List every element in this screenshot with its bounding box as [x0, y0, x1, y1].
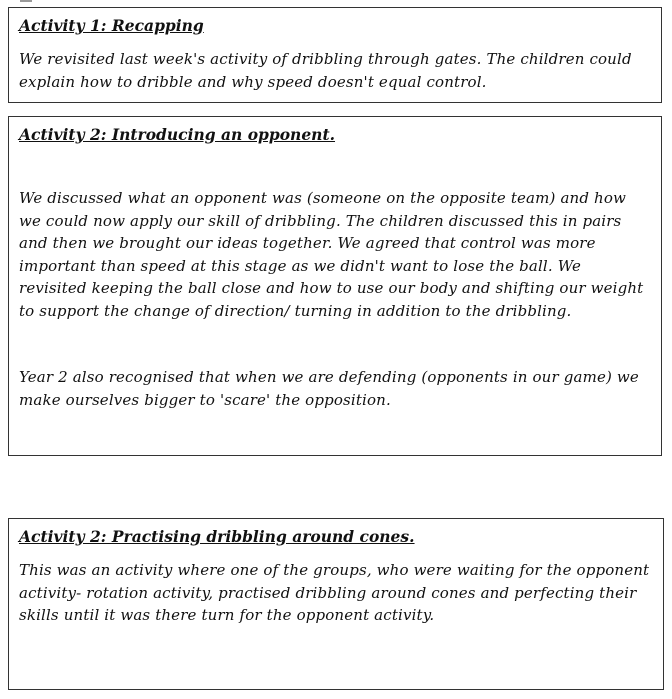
activity-1-heading: Activity 1: Recapping	[19, 16, 204, 35]
activity-3-box	[8, 518, 664, 690]
activity-2-paragraph-2: Year 2 also recognised that when we are defending (opponents in our game) we make ourselves bigger to 'scare' the opposition.	[19, 368, 639, 409]
activity-3-paragraph: This was an activity where one of the groups, who were waiting for the opponent activity- rotation activity, practised dribbling around cones and perfecting their skills until it was there turn for the opponent activity.	[19, 561, 650, 624]
activity-1-paragraph: We revisited last week's activity of dribbling through gates. The children could explain how to dribble and why speed doesn't equal control.	[19, 50, 632, 91]
activity-1-box	[8, 7, 662, 103]
activity-3-heading: Activity 2: Practising dribbling around cones.	[19, 527, 415, 546]
page-edge-mark	[20, 0, 32, 2]
activity-2-box	[8, 116, 662, 456]
activity-2-paragraph-1: We discussed what an opponent was (someone on the opposite team) and how we could now apply our skill of dribbling. The children discussed this in pairs and then we brought our ideas together. We agreed that control was more important than speed at this stage as we didn't want to lose the ball. We revisited keeping the ball close and how to use our body and shifting our weight to support the change of direction/ turning in addition to the dribbling.	[19, 189, 644, 320]
activity-2-heading: Activity 2: Introducing an opponent.	[19, 125, 336, 144]
